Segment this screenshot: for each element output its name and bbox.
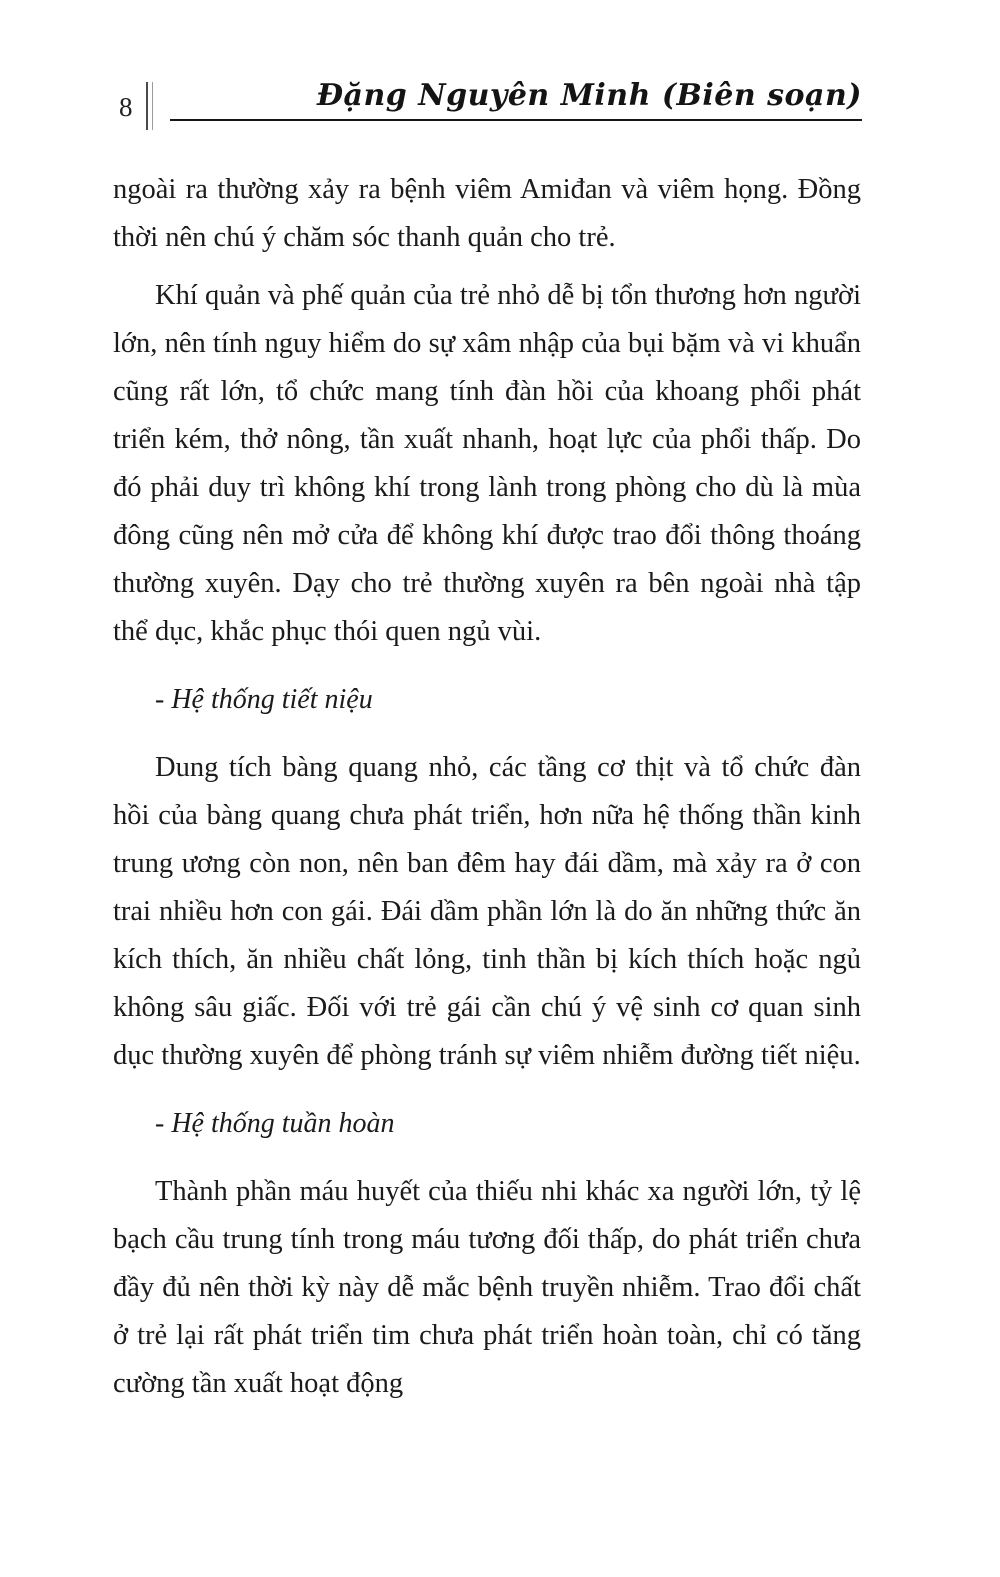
section-heading-tuan-hoan: - Hệ thống tuần hoàn [155, 1108, 395, 1139]
header-rule [170, 119, 862, 121]
body-text [113, 166, 861, 1418]
paragraph-continuation: ngoài ra thường xảy ra bệnh viêm Amiđan và viêm họng. Đồng thời nên chú ý chăm sóc thanh quản cho trẻ. [113, 174, 861, 253]
page-number: 8 [119, 92, 133, 122]
section-heading-tiet-nieu: - Hệ thống tiết niệu [155, 684, 373, 715]
paragraph: Thành phần máu huyết của thiếu nhi khác xa người lớn, tỷ lệ bạch cầu trung tính trong máu tương đối thấp, do phát triển chưa đầy đủ nên thời kỳ này dễ mắc bệnh truyền nhiễm. Trao đổi chất ở trẻ lại rất phát triển tim chưa phát triển hoàn toàn, chỉ có tăng cường tần xuất hoạt động [113, 1176, 861, 1399]
header-author-title: Đặng Nguyên Minh (Biên soạn) [316, 78, 862, 113]
header-divider-bars [146, 82, 153, 130]
paragraph: Khí quản và phế quản của trẻ nhỏ dễ bị tổn thương hơn người lớn, nên tính nguy hiểm do sự xâm nhập của bụi bặm và vi khuẩn cũng rất lớn, tổ chức mang tính đàn hồi của khoang phổi phát triển kém, thở nông, tần xuất nhanh, hoạt lực của phổi thấp. Do đó phải duy trì không khí trong lành trong phòng cho dù là mùa đông cũng nên mở cửa để không khí được trao đổi thông thoáng thường xuyên. Dạy cho trẻ thường xuyên ra bên ngoài nhà tập thể dục, khắc phục thói quen ngủ vùi. [113, 280, 861, 647]
paragraph: Dung tích bàng quang nhỏ, các tầng cơ thịt và tổ chức đàn hồi của bàng quang chưa phát triển, hơn nữa hệ thống thần kinh trung ương còn non, nên ban đêm hay đái dầm, mà xảy ra ở con trai nhiều hơn con gái. Đái dầm phần lớn là do ăn những thức ăn kích thích, ăn nhiều chất lỏng, tinh thần bị kích thích hoặc ngủ không sâu giấc. Đối với trẻ gái cần chú ý vệ sinh cơ quan sinh dục thường xuyên để phòng tránh sự viêm nhiễm đường tiết niệu. [113, 752, 861, 1071]
